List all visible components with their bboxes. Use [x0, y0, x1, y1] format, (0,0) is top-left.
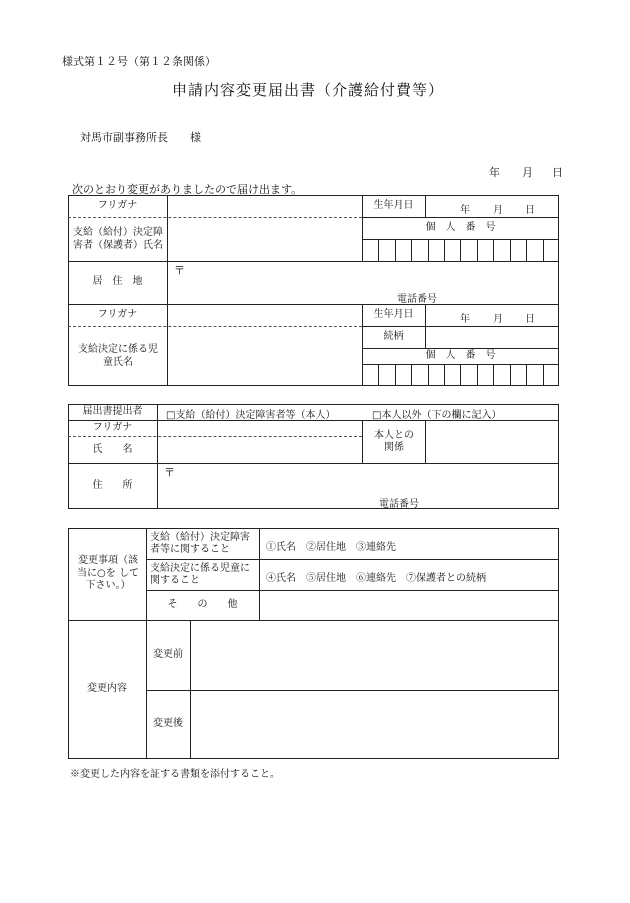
applicant-name-label: 支給（給付）決定障害者（保護者）氏名	[73, 227, 163, 251]
category2-options[interactable]: ④氏名 ⑤居住地 ⑥連絡先 ⑦保護者との続柄	[266, 573, 486, 584]
applicant-name-field[interactable]	[168, 218, 362, 261]
child-furigana-field[interactable]	[168, 304, 362, 326]
date-year-label: 年	[489, 166, 500, 179]
residence-label: 居 住 地	[92, 276, 143, 288]
category1-options[interactable]: ①氏名 ②居住地 ③連絡先	[266, 542, 396, 553]
dob-day: 日	[525, 205, 535, 216]
submitter-name-label: 氏 名	[92, 443, 133, 455]
furigana-label: フリガナ	[97, 199, 138, 211]
child-mynumber-label: 個 人 番 号	[425, 349, 496, 361]
intro-text: 次のとおり変更がありましたので届け出ます。	[72, 183, 303, 196]
dob-label: 生年月日	[373, 199, 414, 211]
submitter-furigana-label: フリガナ	[92, 421, 133, 433]
after-label: 変更後	[153, 718, 183, 730]
furigana-field[interactable]	[168, 195, 362, 217]
relationship-field[interactable]	[426, 421, 559, 463]
submitter-option-self[interactable]: □支給（給付）決定障害者等（本人）	[166, 410, 336, 421]
child-dob-year: 年	[460, 314, 470, 325]
child-dob-day: 日	[525, 314, 535, 325]
postal-mark: 〒	[174, 264, 185, 277]
relationship-label: 本人との関係	[374, 429, 414, 453]
before-label: 変更前	[153, 648, 183, 660]
change-items-label: 変更事項（該当に○を して下さい。）	[77, 555, 139, 592]
submitter-postal-mark: 〒	[164, 466, 175, 479]
relation-label: 続柄	[383, 330, 404, 342]
submitter-address-label: 住 所	[92, 479, 133, 491]
child-name-field[interactable]	[168, 327, 362, 386]
child-mynumber-input[interactable]	[362, 364, 559, 386]
child-name-label: 支給決定に係る児童氏名	[78, 344, 158, 368]
form-number: 様式第１２号（第１２条関係）	[62, 55, 216, 68]
category1-label: 支給（給付）決定障害者等に関すること	[150, 531, 250, 555]
submitter-phone-label: 電話番号	[379, 499, 419, 510]
submitter-label: 届出書提出者	[82, 405, 143, 417]
category3-label: そ の 他	[167, 598, 238, 610]
child-dob-month: 月	[493, 314, 503, 325]
submitter-option-other[interactable]: □本人以外（下の欄に記入）	[372, 410, 502, 421]
phone-label: 電話番号	[397, 294, 437, 305]
page-title: 申請内容変更届出書（介護給付費等）	[172, 81, 445, 99]
child-dob-label: 生年月日	[373, 308, 414, 320]
before-field[interactable]	[191, 621, 558, 690]
category2-label: 支給決定に係る児童に関すること	[150, 562, 250, 586]
footer-note: ※変更した内容を証する書類を添付すること。	[70, 769, 280, 780]
submitter-name-field[interactable]	[158, 437, 362, 463]
date-month-label: 月	[522, 166, 533, 179]
after-field[interactable]	[191, 691, 558, 758]
dob-month: 月	[493, 205, 503, 216]
date-day-label: 日	[552, 166, 563, 179]
category3-field[interactable]	[260, 591, 558, 620]
relation-field[interactable]	[426, 326, 559, 348]
dob-year: 年	[460, 205, 470, 216]
mynumber-label: 個 人 番 号	[425, 221, 496, 233]
mynumber-input[interactable]	[362, 239, 559, 261]
change-content-label: 変更内容	[87, 683, 127, 695]
child-furigana-label: フリガナ	[97, 308, 138, 320]
submitter-furigana-field[interactable]	[158, 420, 362, 436]
addressee: 対馬市副事務所長 様	[80, 131, 201, 144]
